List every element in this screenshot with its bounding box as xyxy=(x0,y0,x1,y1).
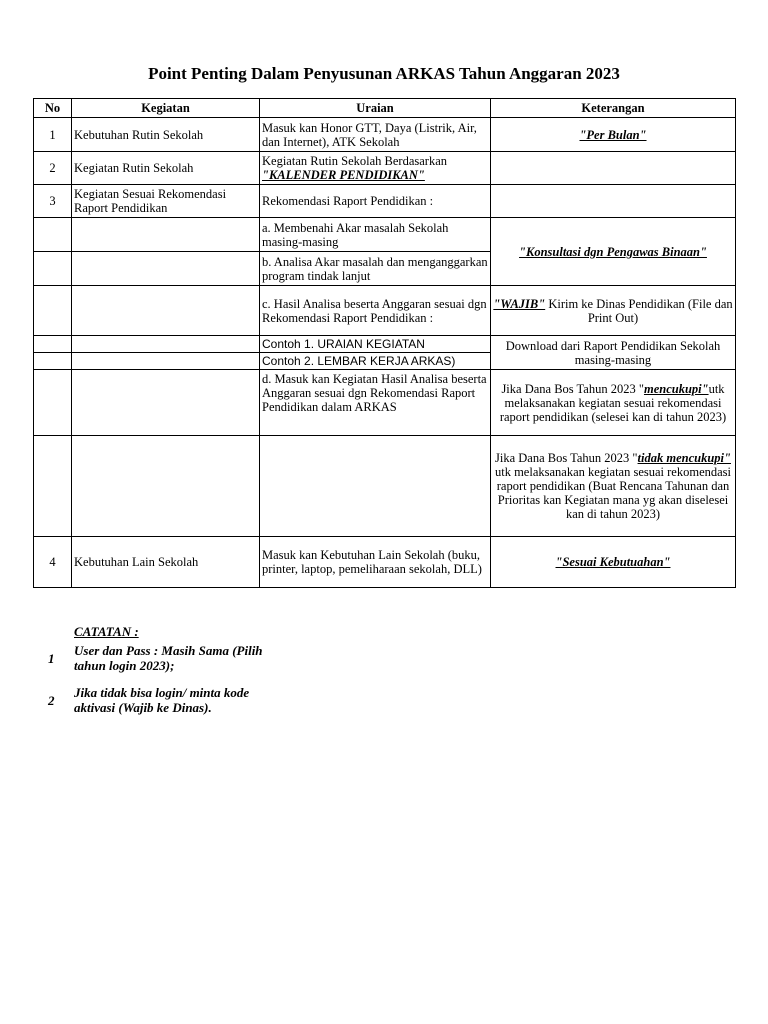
header-kegiatan: Kegiatan xyxy=(72,99,260,118)
keterangan-emphasis: "Per Bulan" xyxy=(579,127,647,142)
keterangan-text: Jika Dana Bos Tahun 2023 " xyxy=(495,451,638,465)
table-row xyxy=(34,286,736,336)
keterangan-emphasis: "Sesuai Kebutuahan" xyxy=(555,555,671,569)
wajib-emphasis: "WAJIB" xyxy=(493,296,546,311)
row-kegiatan xyxy=(72,218,260,252)
row-uraian xyxy=(260,152,491,185)
catatan-item-number: 1 xyxy=(48,650,55,666)
row-keterangan xyxy=(491,436,736,537)
row-keterangan xyxy=(491,118,736,152)
row-uraian: Contoh 1. URAIAN KEGIATAN xyxy=(260,336,491,353)
row-no: 3 xyxy=(34,185,72,218)
row-kegiatan xyxy=(72,353,260,370)
row-kegiatan xyxy=(72,252,260,286)
row-no xyxy=(34,218,72,252)
row-kegiatan: Kegiatan Rutin Sekolah xyxy=(72,152,260,185)
kalender-pendidikan-emphasis: "KALENDER PENDIDIKAN" xyxy=(262,168,425,182)
row-uraian: Masuk kan Honor GTT, Daya (Listrik, Air, dan Internet), ATK Sekolah xyxy=(260,118,491,152)
row-keterangan xyxy=(491,537,736,588)
catatan-title: CATATAN : xyxy=(74,624,139,639)
table-row xyxy=(34,336,736,353)
table-row xyxy=(34,537,736,588)
row-keterangan xyxy=(491,370,736,436)
table-row xyxy=(34,436,736,537)
row-kegiatan xyxy=(72,336,260,353)
row-no xyxy=(34,286,72,336)
row-keterangan: Download dari Raport Pendidikan Sekolah masing-masing xyxy=(491,336,736,370)
catatan-item xyxy=(40,685,340,715)
page-title: Point Penting Dalam Penyusunan ARKAS Tahun Anggaran 2023 xyxy=(148,64,620,83)
row-uraian: a. Membenahi Akar masalah Sekolah masing-masing xyxy=(260,218,491,252)
row-no: 4 xyxy=(34,537,72,588)
header-keterangan: Keterangan xyxy=(491,99,736,118)
row-kegiatan: Kebutuhan Rutin Sekolah xyxy=(72,118,260,152)
keterangan-text: Kirim ke Dinas Pendidikan (File dan Print Out) xyxy=(545,296,733,325)
row-no xyxy=(34,252,72,286)
row-uraian: Masuk kan Kebutuhan Lain Sekolah (buku, printer, laptop, pemeliharaan sekolah, DLL) xyxy=(260,537,491,588)
row-keterangan xyxy=(491,286,736,336)
row-no xyxy=(34,353,72,370)
row-uraian xyxy=(260,436,491,537)
row-keterangan xyxy=(491,152,736,185)
catatan-item-text: Jika tidak bisa login/ minta kode aktivasi (Wajib ke Dinas). xyxy=(74,685,250,715)
table-row xyxy=(34,118,736,152)
row-keterangan xyxy=(491,185,736,218)
catatan-item-number: 2 xyxy=(48,692,55,708)
uraian-text: Kegiatan Rutin Sekolah Berdasarkan xyxy=(262,154,448,168)
arkas-table xyxy=(33,98,736,588)
keterangan-text: utk melaksanakan kegiatan sesuai rekomendasi raport pendidikan (Buat Rencana Tahunan dan Prioritas kan Kegiatan mana yg akan diselesei kan di tahun 2023) xyxy=(494,465,732,521)
table-row xyxy=(34,218,736,252)
catatan-section xyxy=(40,624,340,715)
mencukupi-emphasis: mencukupi" xyxy=(643,381,709,396)
row-no: 2 xyxy=(34,152,72,185)
header-uraian: Uraian xyxy=(260,99,491,118)
catatan-item-text: User dan Pass : Masih Sama (Pilih tahun login 2023); xyxy=(74,643,263,673)
row-uraian: Contoh 2. LEMBAR KERJA ARKAS) xyxy=(260,353,491,370)
table-row xyxy=(34,185,736,218)
keterangan-text: Jika Dana Bos Tahun 2023 " xyxy=(501,381,644,396)
tidak-mencukupi-emphasis: tidak mencukupi" xyxy=(637,451,731,465)
keterangan-text: utk melaksanakan kegiatan sesuai rekomendasi raport pendidikan (selesei kan di tahun 2023) xyxy=(499,381,727,424)
row-no xyxy=(34,336,72,353)
row-no xyxy=(34,436,72,537)
row-uraian: c. Hasil Analisa beserta Anggaran sesuai dgn Rekomendasi Raport Pendidikan : xyxy=(260,286,491,336)
row-keterangan xyxy=(491,218,736,286)
table-header-row xyxy=(34,99,736,118)
row-kegiatan: Kebutuhan Lain Sekolah xyxy=(72,537,260,588)
row-uraian: Rekomendasi Raport Pendidikan : xyxy=(260,185,491,218)
row-no: 1 xyxy=(34,118,72,152)
row-no xyxy=(34,370,72,436)
keterangan-emphasis: "Konsultasi dgn Pengawas Binaan" xyxy=(519,244,707,259)
header-no: No xyxy=(34,99,72,118)
row-kegiatan xyxy=(72,370,260,436)
table-row xyxy=(34,152,736,185)
table-row xyxy=(34,370,736,436)
row-uraian: d. Masuk kan Kegiatan Hasil Analisa beserta Anggaran sesuai dgn Rekomendasi Raport Pendidikan dalam ARKAS xyxy=(260,370,491,436)
catatan-item xyxy=(40,643,340,673)
row-kegiatan xyxy=(72,286,260,336)
row-kegiatan xyxy=(72,436,260,537)
row-uraian: b. Analisa Akar masalah dan menganggarkan program tindak lanjut xyxy=(260,252,491,286)
row-kegiatan: Kegiatan Sesuai Rekomendasi Raport Pendidikan xyxy=(72,185,260,218)
